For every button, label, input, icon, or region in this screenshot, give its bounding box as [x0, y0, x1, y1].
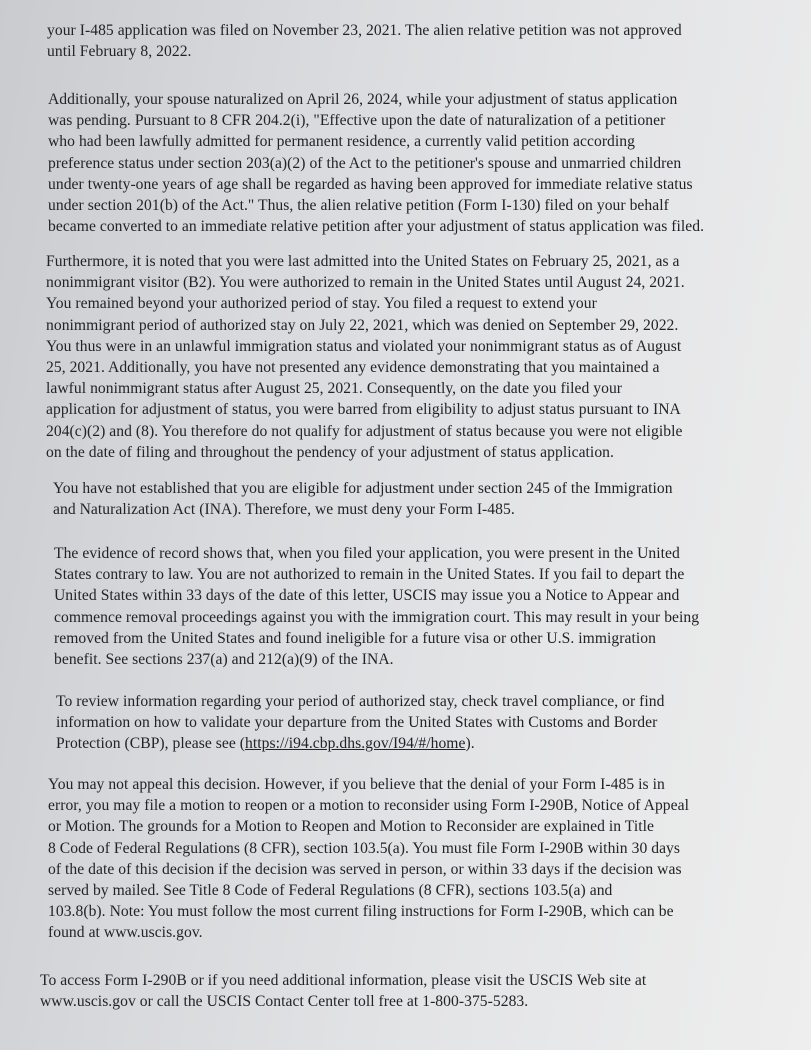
text-line: nonimmigrant visitor (B2). You were authorized to remain in the United States until August 24, 2021.	[46, 274, 685, 292]
text-line: nonimmigrant period of authorized stay on July 22, 2021, which was denied on September 29, 2022.	[46, 316, 679, 334]
text-line: served by mailed. See Title 8 Code of Federal Regulations (8 CFR), sections 103.5(a) and	[48, 882, 613, 900]
text-line: removed from the United States and found ineligible for a future visa or other U.S. immigration	[54, 629, 656, 647]
text-line: information on how to validate your departure from the United States with Customs and Border	[56, 714, 658, 732]
text-line: You have not established that you are eligible for adjustment under section 245 of the Immigration	[53, 480, 673, 497]
paragraph-unlawful-status	[46, 251, 685, 463]
text-line: You remained beyond your authorized period of stay. You filed a request to extend your	[46, 295, 597, 313]
paragraph-spouse-naturalization	[48, 89, 704, 237]
text-line: preference status under section 203(a)(2) of the Act to the petitioner's spouse and unmarried children	[48, 154, 682, 172]
text-line: 204(c)(2) and (8). You therefore do not qualify for adjustment of status because you were not eligible	[46, 422, 683, 440]
text-line: United States within 33 days of the date of this letter, USCIS may issue you a Notice to Appear and	[54, 587, 680, 605]
text-line: Additionally, your spouse naturalized on April 26, 2024, while your adjustment of status application	[48, 91, 678, 108]
text-line: benefit. See sections 237(a) and 212(a)(9) of the INA.	[54, 651, 394, 669]
text-line: found at www.uscis.gov.	[48, 924, 203, 942]
text-line: under twenty-one years of age shall be regarded as having been approved for immediate relative status	[48, 175, 693, 193]
text-line: To access Form I-290B or if you need additional information, please visit the USCIS Web site at	[40, 972, 647, 989]
paragraph-denial	[53, 478, 673, 520]
text-line: who had been lawfully admitted for permanent residence, a currently valid petition according	[48, 133, 635, 151]
text-line: or Motion. The grounds for a Motion to Reopen and Motion to Reconsider are explained in Title	[48, 818, 654, 836]
text-line: The evidence of record shows that, when you filed your application, you were present in the United	[54, 545, 680, 562]
text-line: became converted to an immediate relative petition after your adjustment of status application was filed.	[48, 218, 705, 236]
text-line: until February 8, 2022.	[47, 43, 192, 61]
text-line: error, you may file a motion to reopen or a motion to reconsider using Form I-290B, Notice of Appeal	[48, 797, 689, 815]
text-line: was pending. Pursuant to 8 CFR 204.2(i), "Effective upon the date of naturalization of a petitioner	[48, 112, 666, 130]
text-line: www.uscis.gov or call the USCIS Contact Center toll free at 1-800-375-5283.	[40, 993, 529, 1011]
text-line: your I-485 application was filed on November 23, 2021. The alien relative petition was not approved	[47, 22, 682, 39]
cbp-i94-link[interactable]: https://i94.cbp.dhs.gov/I94/#/home	[245, 735, 466, 753]
text-line: commence removal proceedings against you with the immigration court. This may result in your being	[54, 608, 700, 626]
text-line: 8 Code of Federal Regulations (8 CFR), section 103.5(a). You must file Form I-290B within 30 days	[48, 839, 681, 857]
text-line: You thus were in an unlawful immigration status and violated your nonimmigrant status as of August	[46, 337, 682, 355]
text-line: Furthermore, it is noted that you were last admitted into the United States on February 25, 2021, as a	[46, 253, 680, 270]
text-line: and Naturalization Act (INA). Therefore, we must deny your Form I-485.	[53, 501, 515, 519]
text-line: States contrary to law. You are not authorized to remain in the United States. If you fail to depart the	[54, 566, 685, 584]
text-line: application for adjustment of status, you were barred from eligibility to adjust status pursuant to INA	[46, 401, 681, 419]
text-line: lawful nonimmigrant status after August 25, 2021. Consequently, on the date you filed your	[46, 380, 623, 398]
paragraph-appeal-motion	[48, 774, 689, 944]
paragraph-removal-warning	[54, 543, 699, 670]
paragraph-contact-info	[40, 970, 646, 1012]
text-line: under section 201(b) of the Act." Thus, the alien relative petition (Form I-130) filed on your behalf	[48, 197, 669, 215]
text-fragment: ).	[465, 735, 475, 753]
paragraph-authorized-stay-info	[56, 691, 664, 755]
text-line: on the date of filing and throughout the pendency of your adjustment of status application.	[46, 443, 614, 461]
text-line: 103.8(b). Note: You must follow the most current filing instructions for Form I-290B, which can be	[48, 903, 674, 921]
text-line: 25, 2021. Additionally, you have not presented any evidence demonstrating that you maintained a	[46, 359, 660, 377]
text-line: To review information regarding your period of authorized stay, check travel compliance, or find	[56, 693, 665, 710]
text-line	[56, 733, 664, 754]
text-line: of the date of this decision if the decision was served in person, or within 33 days if the decision was	[48, 860, 682, 878]
paragraph-filing-dates	[47, 20, 682, 62]
text-line: You may not appeal this decision. However, if you believe that the denial of your Form I-485 is in	[48, 776, 665, 793]
text-fragment: Protection (CBP), please see (	[56, 735, 246, 753]
